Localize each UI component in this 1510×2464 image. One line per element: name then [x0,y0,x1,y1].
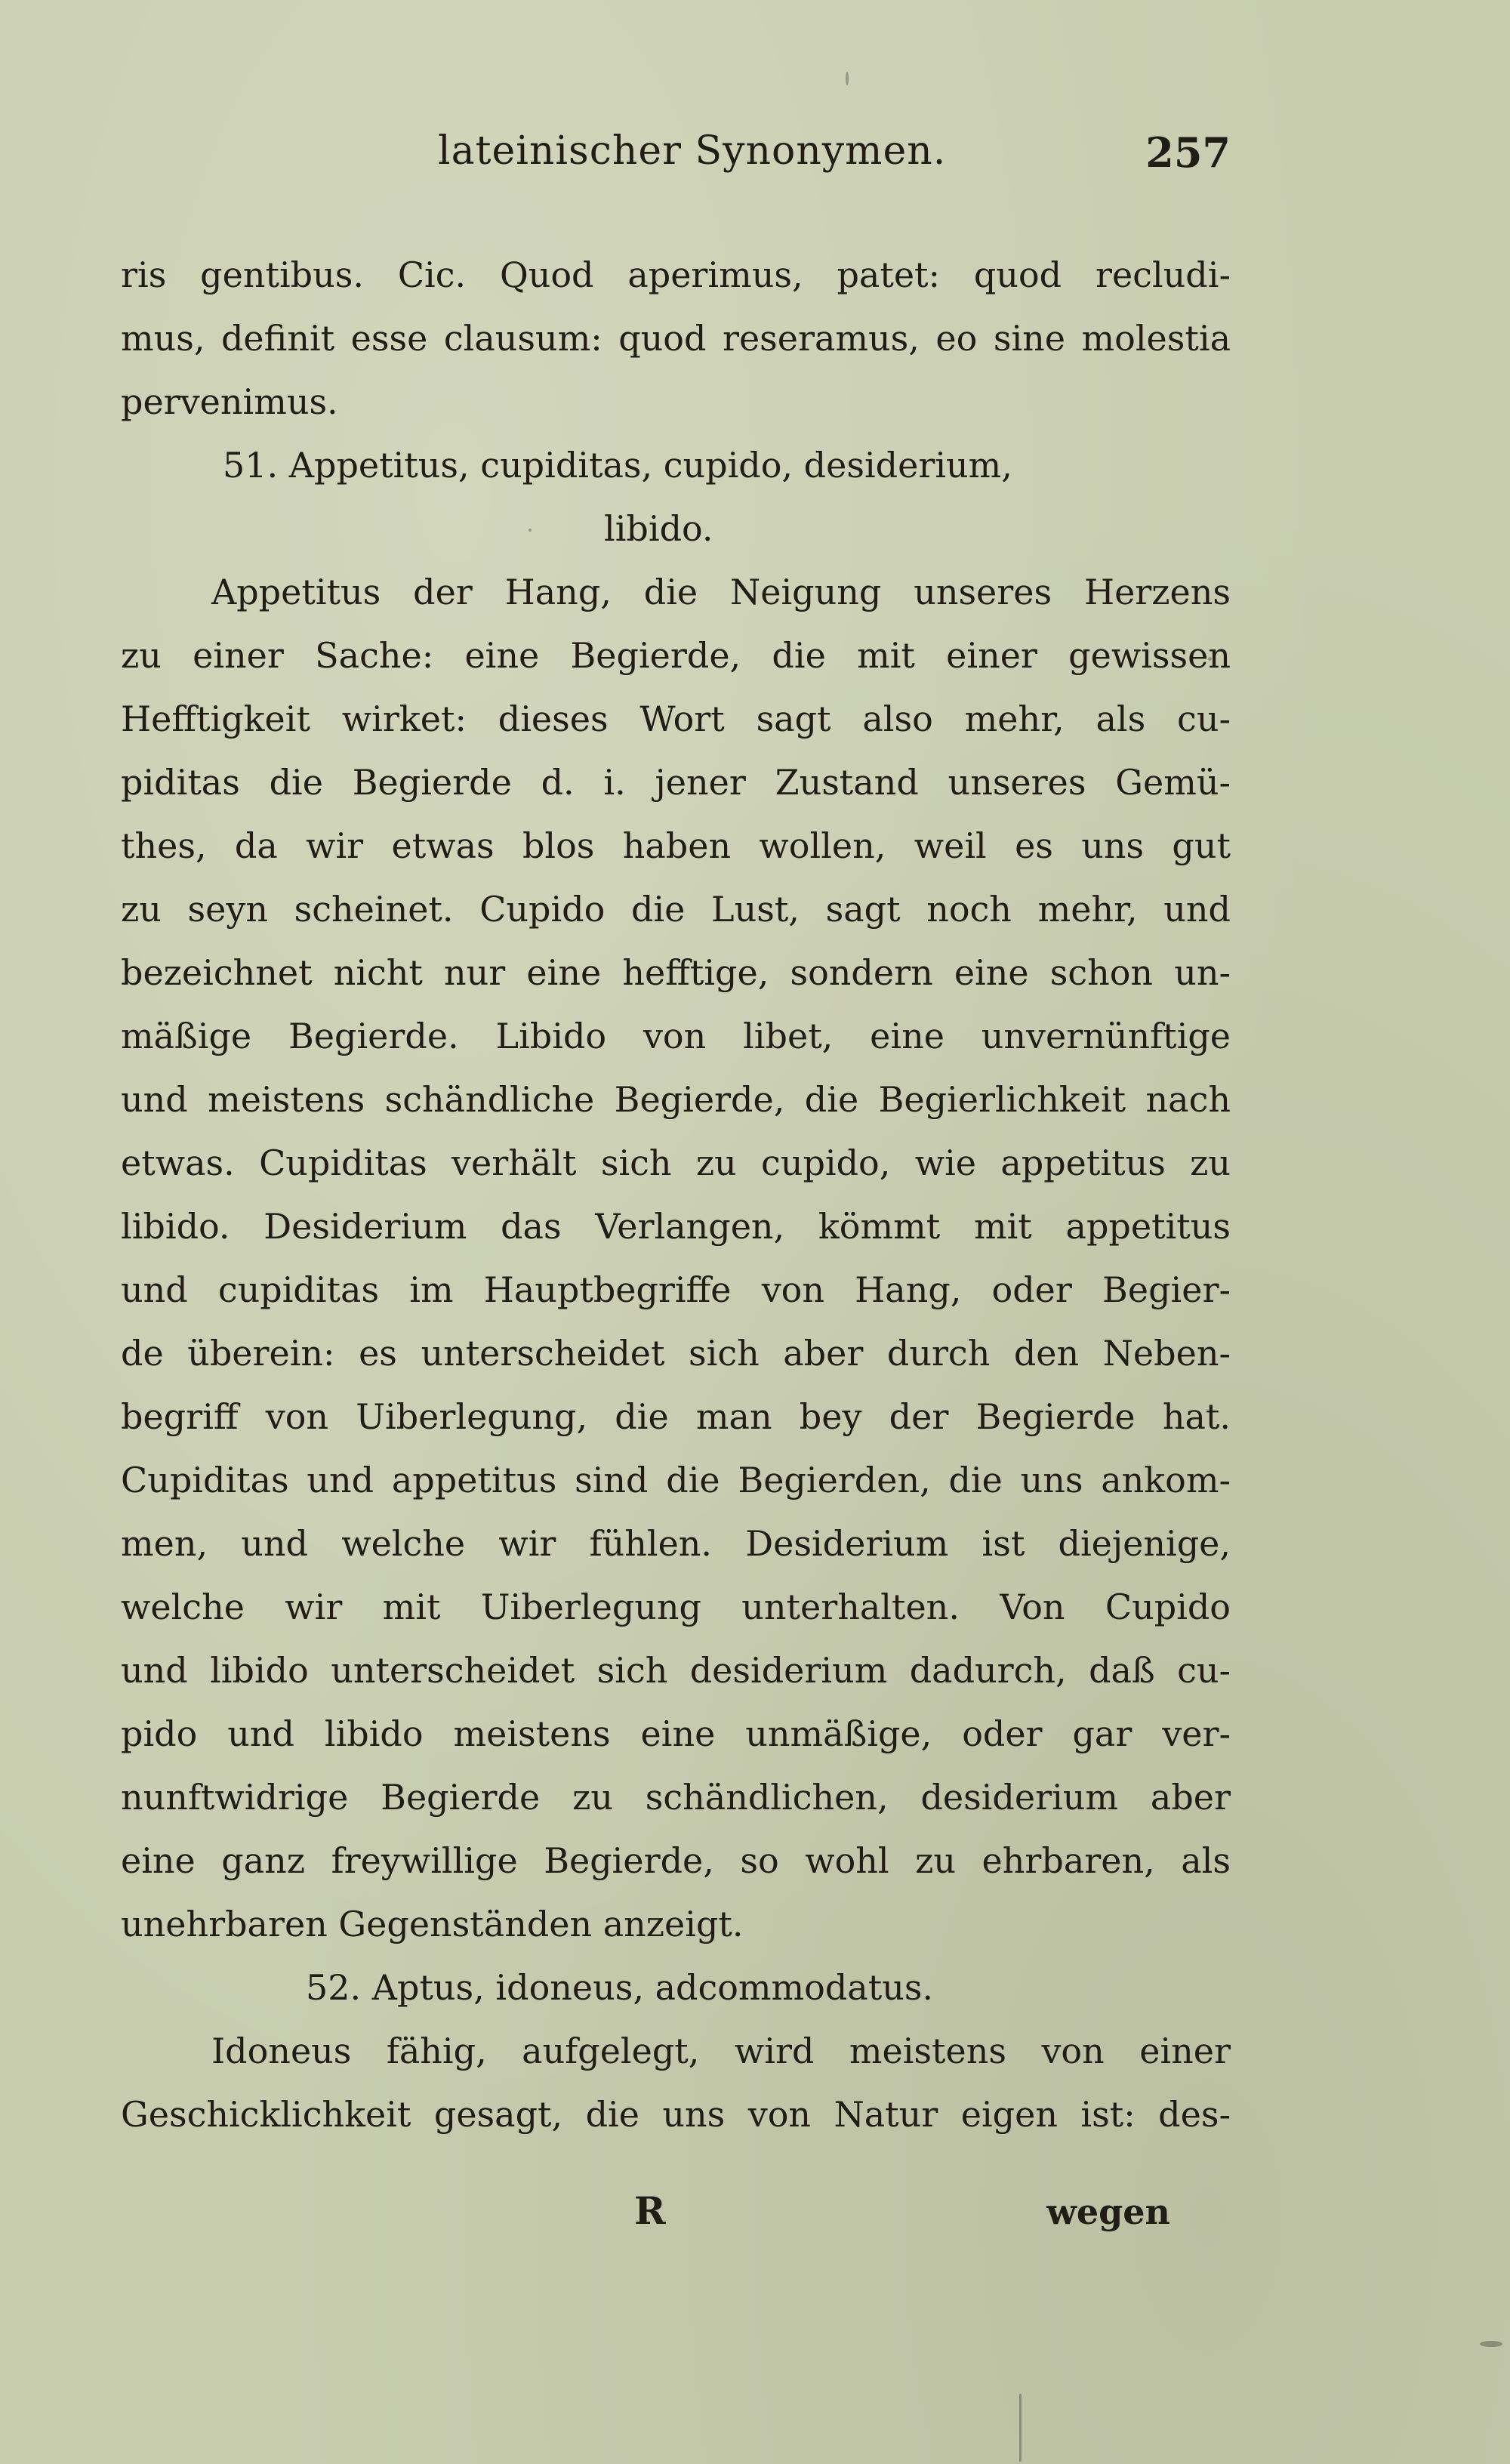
page-footer [121,2188,1231,2249]
section-heading-51: 51. Appetitus, cupiditas, cupido, desiderium, [223,445,1012,486]
paper-speck [528,529,532,532]
page-header [121,128,1231,189]
text-line: und cupiditas im Hauptbegriffe von Hang, oder Begier- [121,1269,1231,1310]
text-line: libido. Desiderium das Verlangen, kömmt mit appetitus [121,1206,1231,1247]
body-text [121,243,1231,2146]
text-line: bezeichnet nicht nur eine hefftige, sondern eine schon un- [121,952,1231,993]
paper-speck [1208,657,1212,661]
text-line: begriff von Uiberlegung, die man bey der Begierde hat. [121,1396,1231,1437]
text-line: zu seyn scheinet. Cupido die Lust, sagt noch mehr, und [121,889,1231,930]
text-line: nunftwidrige Begierde zu schändlichen, desiderium aber [121,1777,1231,1818]
text-line: Appetitus der Hang, die Neigung unseres Herzens [211,572,1231,612]
paper-speck [1019,2394,1022,2462]
paper-speck [846,72,849,85]
text-line: zu einer Sache: eine Begierde, die mit einer gewissen [121,635,1231,676]
text-line: und meistens schändliche Begierde, die Begierlichkeit nach [121,1079,1231,1120]
section-heading-52: 52. Aptus, idoneus, adcommodatus. [306,1967,934,2008]
section-heading-51-cont: libido. [604,508,713,549]
text-line: mus, definit esse clausum: quod reseramus, eo sine molestia [121,318,1231,359]
text-line: und libido unterscheidet sich desiderium dadurch, daß cu- [121,1650,1231,1691]
text-line: de überein: es unterscheidet sich aber durch den Neben- [121,1333,1231,1374]
printer-signature-mark: R [634,2188,666,2233]
running-title: lateinischer Synonymen. [438,128,947,174]
text-line: eine ganz freywillige Begierde, so wohl zu ehrbaren, als [121,1840,1231,1881]
text-line: ris gentibus. Cic. Quod aperimus, patet: quod recludi- [121,254,1231,295]
text-line: piditas die Begierde d. i. jener Zustand unseres Gemü- [121,762,1231,803]
text-line: Hefftigkeit wirket: dieses Wort sagt also mehr, als cu- [121,698,1231,739]
text-line: etwas. Cupiditas verhält sich zu cupido, wie appetitus zu [121,1143,1231,1183]
text-line: Geschicklichkeit gesagt, die uns von Natur eigen ist: des- [121,2094,1231,2135]
text-line: Cupiditas und appetitus sind die Begierden, die uns ankom- [121,1460,1231,1500]
page-number: 257 [1145,128,1231,177]
paper-speck [1480,2341,1502,2347]
text-line: thes, da wir etwas blos haben wollen, weil es uns gut [121,825,1231,866]
text-line: unehrbaren Gegenständen anzeigt. [121,1904,744,1944]
text-line: pido und libido meistens eine unmäßige, oder gar ver- [121,1713,1231,1754]
text-line: mäßige Begierde. Libido von libet, eine unvernünftige [121,1016,1231,1056]
text-line: men, und welche wir fühlen. Desiderium ist diejenige, [121,1523,1231,1564]
text-line: Idoneus fähig, aufgelegt, wird meistens von einer [211,2031,1231,2071]
text-line: welche wir mit Uiberlegung unterhalten. Von Cupido [121,1587,1231,1627]
catchword: wegen [1046,2191,1170,2232]
text-line: pervenimus. [121,381,338,422]
